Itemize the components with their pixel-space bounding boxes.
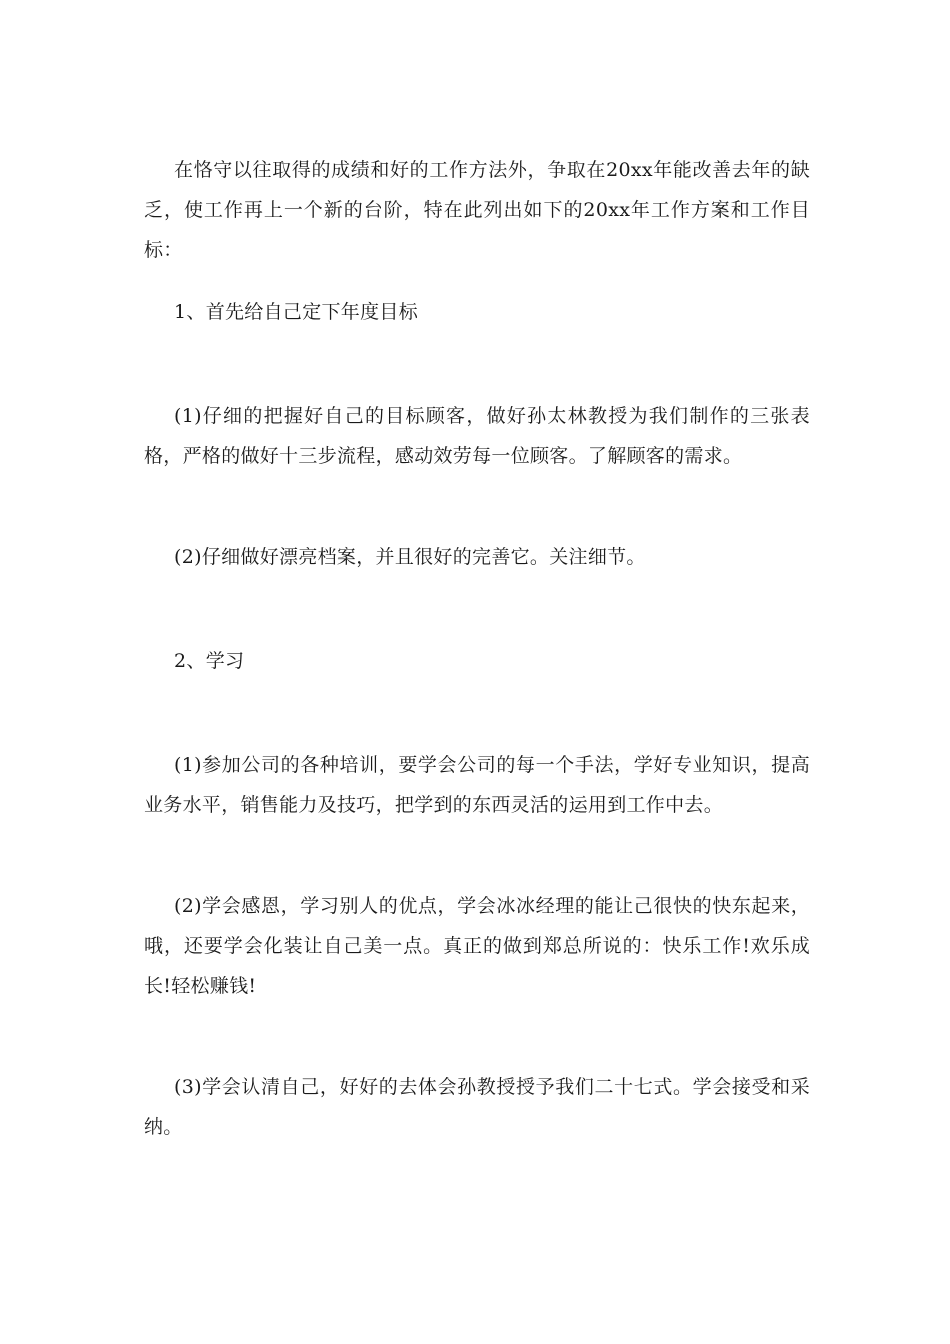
study-item-3: (3)学会认清自己，好好的去体会孙教授授予我们二十七式。学会接受和采纳。 — [144, 1076, 810, 1138]
goal-item-1: (1)仔细的把握好自己的目标顾客，做好孙太林教授为我们制作的三张表格，严格的做好十三步流程，感动效劳每一位顾客。了解顾客的需求。 — [144, 405, 810, 467]
study-item-2: (2)学会感恩，学习别人的优点，学会冰冰经理的能让己很快的快东起来，哦，还要学会化装让自己美一点。真正的做到郑总所说的：快乐工作!欢乐成长!轻松赚钱! — [144, 895, 810, 997]
goal-item-2: (2)仔细做好漂亮档案，并且很好的完善它。关注细节。 — [174, 546, 646, 568]
section-heading-study: 2、学习 — [174, 650, 245, 672]
section-heading-annual-goals: 1、首先给自己定下年度目标 — [174, 301, 418, 323]
study-item-1: (1)参加公司的各种培训，要学会公司的每一个手法，学好专业知识，提高业务水平，销售能力及技巧，把学到的东西灵活的运用到工作中去。 — [144, 754, 810, 816]
intro-paragraph: 在恪守以往取得的成绩和好的工作方法外，争取在20xx年能改善去年的缺乏，使工作再上一个新的台阶，特在此列出如下的20xx年工作方案和工作目标： — [144, 159, 810, 261]
